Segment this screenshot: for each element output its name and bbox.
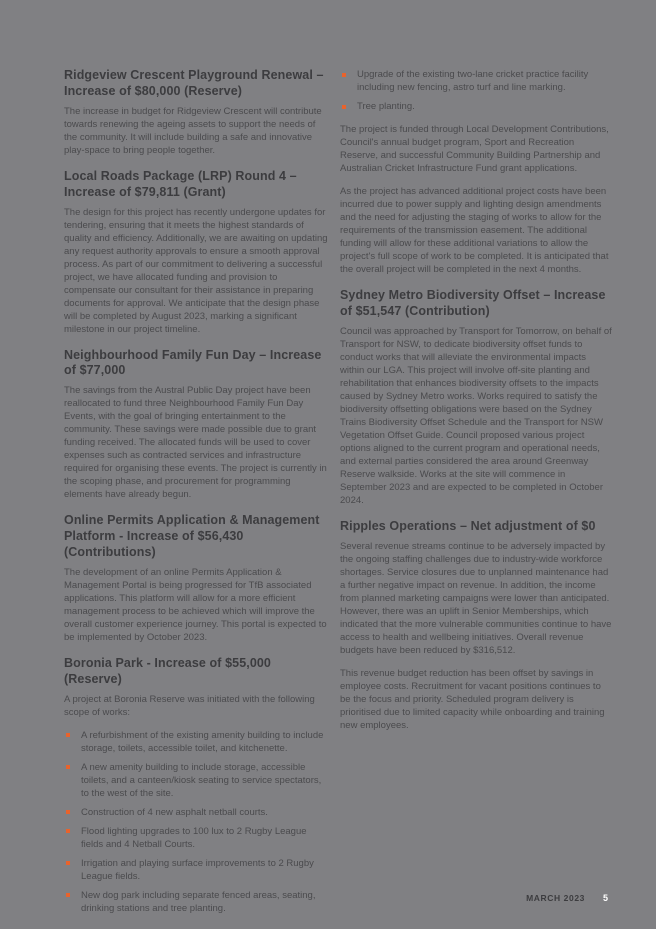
list-item-text: Flood lighting upgrades to 100 lux to 2 Rugby League fields and 4 Netball Courts. [81,825,307,850]
bullet-icon [66,829,70,833]
bullet-icon [66,861,70,865]
body-paragraph: The design for this project has recently undergone updates for tendering, ensuring that it meets the highest standards of quality and efficiency. Additionally, we are awaiting on updating any request authority approvals to ensure a smooth approval process. As part of our commitment to delivering a successful project, we have allocated funding and provision to compensate our consultant for their assistance in preparing documents for approval. We anticipate that the design phase will be completed by August 2023, marking a significant milestone in our project timeline. [64,206,328,335]
scope-of-works-list [64,729,330,915]
list-item-text: New dog park including separate fenced areas, seating, drinking stations and tree planting. [81,889,316,914]
list-item [64,857,330,883]
list-item [64,761,330,800]
bullet-icon [66,765,70,769]
body-paragraph: This revenue budget reduction has been offset by savings in employee costs. Recruitment for vacant positions continues to be the focus and priority. Scheduled program delivery is prioritised due to limited capacity while onboarding and training new employees. [340,667,605,731]
section-local-roads-package [64,169,330,336]
scope-of-works-list-continued [340,68,612,113]
list-item-text: A refurbishment of the existing amenity building to include storage, toilets, accessible toilet, and kitchenette. [81,729,324,754]
footer-date: MARCH 2023 [526,893,585,903]
section-heading: Ridgeview Crescent Playground Renewal – Increase of $80,000 (Reserve) [64,68,324,98]
list-item [340,100,612,113]
section-heading: Local Roads Package (LRP) Round 4 – Increase of $79,811 (Grant) [64,168,297,199]
section-family-fun-day [64,348,330,502]
body-paragraph: The development of an online Permits Application & Management Portal is being progressed for TfB associated applications. This platform will allow for a more efficient management process to be achieved which will improve the overall customer experience journey. This portal is expected to be implemented by October 2023. [64,566,327,643]
body-paragraph: As the project has advanced additional project costs have been incurred due to power supply and lighting design amendments and the need for adjusting the staging of works to allow for the requirements of the transmission easement. The additional funding will allow for these additional variations to allow the project's full scope of work to be completed. It is anticipated that the overall project will be completed in the next 4 months. [340,186,609,275]
right-column [340,66,612,742]
section-heading: Ripples Operations – Net adjustment of $0 [340,518,596,533]
section-heading: Online Permits Application & Management Platform - Increase of $56,430 (Contributions) [64,513,320,559]
body-paragraph: Council was approached by Transport for Tomorrow, on behalf of Transport for NSW, to dedicate biodiversity offset funds to conduct works that will alleviate the environmental impacts within our LGA. This project will involve off-site planting and rehabilitation that enhances biodiversity offsets to the impacts caused by Sydney Metro works. Works required to satisfy the biodiversity offsetting obligations were based on the Sydney Trains Biodiversity Offset Schedule and the Transport for NSW Vegetation Offset Guide. Council proposed various project options aligned to the current program and operational needs, and external parties considered the area around Greenway Reserve walkside. Works at the site will commence in September 2023 and are expected to be completed in October 2024. [340,325,612,506]
section-online-permits [64,513,330,644]
list-item-text: Construction of 4 new asphalt netball courts. [81,806,268,818]
body-paragraph: The project is funded through Local Development Contributions, Council's annual budget program, Sport and Recreation Reserve, and successful Community Building Partnership and Australian Cricket Infrastructure Fund grant applications. [340,124,609,174]
list-item-text: Upgrade of the existing two-lane cricket practice facility including new fencing, astro turf and line marking. [357,69,589,93]
bullet-icon [342,73,346,77]
list-item-text: A new amenity building to include storage, accessible toilets, and a canteen/kiosk seating to service spectators, to the west of the site. [81,761,322,799]
body-paragraph: The savings from the Austral Public Day project have been reallocated to fund three Neighbourhood Family Fun Day Events, with the goal of bringing entertainment to the community. These savings were made possible due to grant funding received. The allocated funds will be used to cover expenses such as contracted services and infrastructure required for organising these events. The project is currently in the scoping phase, and procurement for programming elements have already begun. [64,385,327,501]
section-ripples-operations [340,519,612,732]
left-column [64,66,330,925]
section-heading: Sydney Metro Biodiversity Offset – Increase of $51,547 (Contribution) [340,288,606,318]
list-item [64,889,330,915]
list-item [64,825,330,851]
bullet-icon [66,893,70,897]
list-item-text: Irrigation and playing surface improvements to 2 Rugby League fields. [81,857,314,882]
body-paragraph: A project at Boronia Reserve was initiated with the following scope of works: [64,693,315,718]
list-item [64,729,330,755]
bullet-icon [66,733,70,737]
bullet-icon [66,810,70,814]
section-heading: Neighbourhood Family Fun Day – Increase of $77,000 [64,347,322,378]
page-footer [526,893,608,903]
body-paragraph: The increase in budget for Ridgeview Crescent will contribute towards renewing the ageing assets to support the needs of the community. It will include building a safe and innovative play-space to bring people together. [64,105,322,156]
section-heading: Boronia Park - Increase of $55,000 (Reserve) [64,655,271,686]
body-paragraph: Several revenue streams continue to be adversely impacted by the ongoing staffing challenges due to industry-wide workforce shortages. Service closures due to unplanned maintenance had a further negative impact on revenue. In addition, the income from planned marketing campaigns were lower than anticipated. However, there was an uplift in Senior Memberships, which indicated that the more vulnerable communities continue to have access to health and wellbeing initiatives. Overall revenue budgets have been reduced by $316,512. [340,540,612,656]
list-item [64,806,330,819]
page-number: 5 [602,893,608,903]
section-sydney-metro-biodiversity [340,288,612,507]
list-item [340,68,612,94]
list-item-text: Tree planting. [357,101,415,112]
section-ridgeview-crescent [64,68,330,157]
section-boronia-park [64,656,330,915]
bullet-icon [342,105,346,109]
